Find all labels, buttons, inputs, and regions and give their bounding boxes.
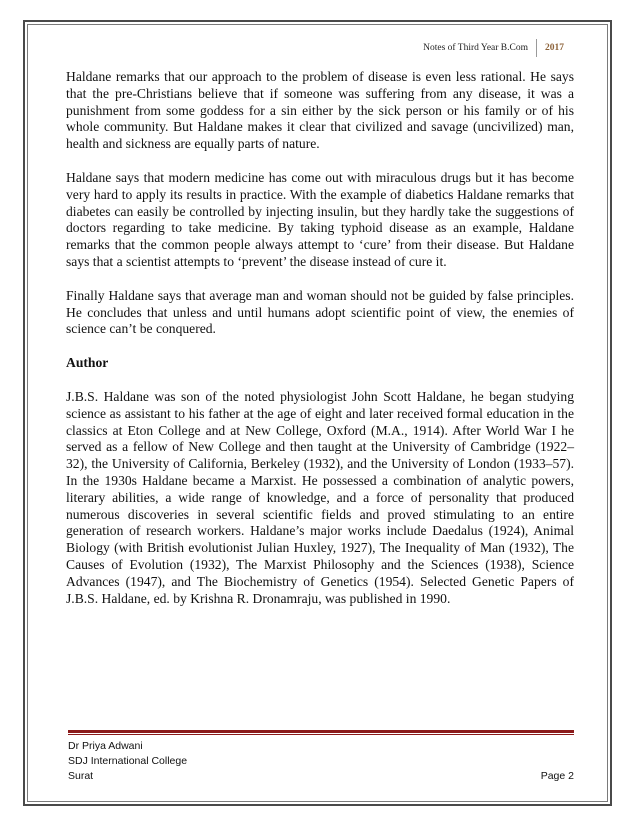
footer-rule-thick (68, 730, 574, 733)
header-year: 2017 (545, 43, 564, 53)
footer-college: SDJ International College (68, 755, 188, 767)
footer-author: Dr Priya Adwani (68, 740, 143, 752)
paragraph-2: Haldane says that modern medicine has come out with miraculous drugs but it has become very hard to apply its results in practice. With the example of diabetics Haldane remarks that diabetes can easily be controlled by injecting insulin, but they hardly take the suggestions of doctors regarding to take medicine. By taking typhoid disease as an example, Haldane remarks that the common people always attempt to ‘cure’ from their disease. But Haldane says that a scientist attempts to ‘prevent’ the disease instead of cure it. (66, 169, 574, 269)
page-footer (68, 739, 574, 784)
paragraph-1: Haldane remarks that our approach to the problem of disease is even less rational. He says that the pre-Christians believe that if someone was suffering from any disease, it was a punishment from some goddess for a sin either by the sick person or his family or of his whole community. But Haldane makes it clear that civilized and savage (uncivilized) man, health and sickness are equally parts of nature. (66, 69, 574, 152)
footer-city: Surat (68, 770, 94, 782)
page-content (66, 69, 574, 624)
header-divider (536, 39, 537, 57)
page-header (423, 40, 564, 56)
header-title: Notes of Third Year B.Com (423, 43, 528, 53)
page-number: Page 2 (540, 770, 574, 782)
footer-rule-thin (68, 734, 574, 735)
author-heading: Author (66, 355, 109, 371)
paragraph-3: Finally Haldane says that average man and woman should not be guided by false principles. He concludes that unless and until humans adopt scientific point of view, the enemies of science can’t be conquered. (66, 287, 574, 337)
author-paragraph: J.B.S. Haldane was son of the noted physiologist John Scott Haldane, he began studying science as assistant to his father at the age of eight and later received formal education in the classics at Eton College and at New College, Oxford (M.A., 1914). After World War I he served as a fellow of New College and then taught at the University of Cambridge (1922–32), the University of California, Berkeley (1932), and the University of London (1933–57). In the 1930s Haldane became a Marxist. He possessed a combination of analytic powers, literary abilities, a wide range of knowledge, and a force of personality that produced numerous discoveries in several scientific fields and proved stimulating to an entire generation of research workers. Haldane’s major works include Daedalus (1924), Animal Biology (with British evolutionist Julian Huxley, 1927), The Inequality of Man (1932), The Causes of Evolution (1932), The Marxist Philosophy and the Sciences (1938), Science Advances (1947), and The Biochemistry of Genetics (1954). Selected Genetic Papers of J.B.S. Haldane, ed. by Krishna R. Dronamraju, was published in 1990. (66, 388, 574, 606)
